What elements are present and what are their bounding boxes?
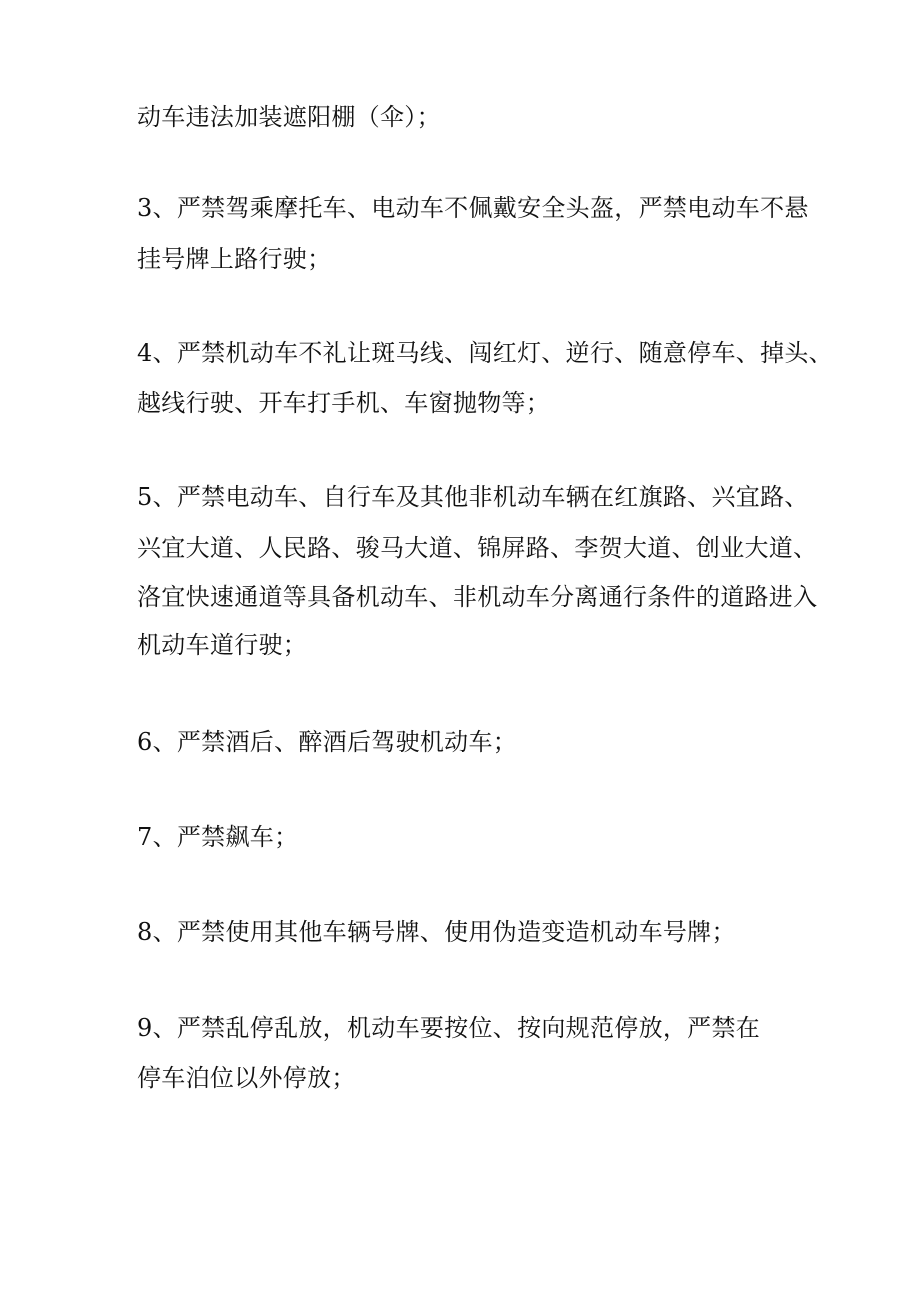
text-line: 9、严禁乱停乱放，机动车要按位、按向规范停放，严禁在 — [137, 1014, 761, 1042]
text-line: 8、严禁使用其他车辆号牌、使用伪造变造机动车号牌； — [137, 918, 736, 946]
text-line: 动车违法加装遮阳棚（伞）； — [137, 103, 441, 131]
text-line: 5、严禁电动车、自行车及其他非机动车辆在红旗路、兴宜路、 — [137, 483, 809, 511]
text-line: 7、严禁飙车； — [137, 823, 299, 851]
text-line: 越线行驶、开车打手机、车窗抛物等； — [137, 389, 551, 417]
text-line: 4、严禁机动车不礼让斑马线、闯红灯、逆行、随意停车、掉头、 — [137, 339, 833, 367]
text-line: 挂号牌上路行驶； — [137, 245, 332, 273]
text-line: 3、严禁驾乘摩托车、电动车不佩戴安全头盔，严禁电动车不悬 — [137, 194, 809, 222]
text-line: 洛宜快速通道等具备机动车、非机动车分离通行条件的道路进入 — [137, 583, 818, 611]
text-line: 6、严禁酒后、醉酒后驾驶机动车； — [137, 728, 518, 756]
text-line: 兴宜大道、人民路、骏马大道、锦屏路、李贺大道、创业大道、 — [137, 534, 818, 562]
text-line: 机动车道行驶； — [137, 631, 308, 659]
text-line: 停车泊位以外停放； — [137, 1064, 356, 1092]
